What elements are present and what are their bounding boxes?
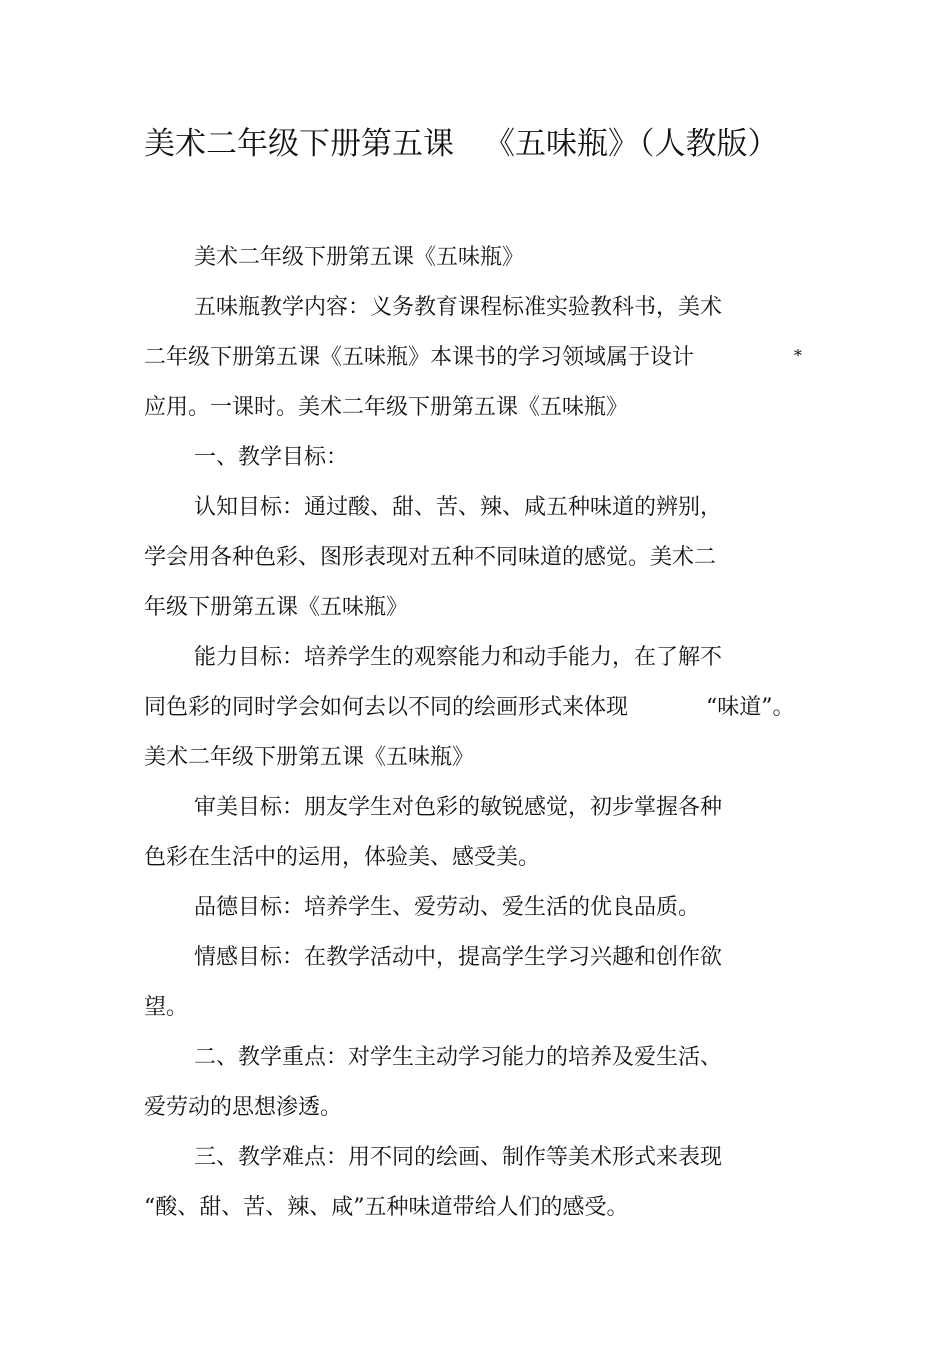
paragraph-line: 年级下册第五课《五味瓶》 [144,595,409,620]
title-book: 《五味瓶》（人教版） [484,126,779,162]
paragraph-line: 能力目标：培养学生的观察能力和动手能力，在了解不 [194,645,723,670]
document-title [144,124,779,164]
paragraph-line: 审美目标：朋友学生对色彩的敏锐感觉，初步掌握各种 [194,795,723,820]
section-heading: 二、教学重点：对学生主动学习能力的培养及爱生活、 [194,1045,723,1070]
paragraph-line: 望。 [144,995,189,1020]
paragraph-line: 五味瓶教学内容：义务教育课程标准实验教科书，美术 [194,295,723,320]
quoted-word: “味道”。 [706,695,795,720]
section-heading: 一、教学目标： [194,445,349,470]
paragraph-line: 美术二年级下册第五课《五味瓶》 [144,745,475,770]
paragraph-line: 品德目标：培养学生、爱劳动、爱生活的优良品质。 [194,895,701,920]
paragraph-line: 认知目标：通过酸、甜、苦、辣、咸五种味道的辨别， [194,495,723,520]
section-heading: 三、教学难点：用不同的绘画、制作等美术形式来表现 [194,1145,723,1170]
paragraph-line: 二年级下册第五课《五味瓶》本课书的学习领域属于设计 [144,345,695,370]
paragraph-line: 应用。一课时。美术二年级下册第五课《五味瓶》 [144,395,629,420]
paragraph-line: 爱劳动的思想渗透。 [144,1095,343,1120]
paragraph-line: “酸、甜、苦、辣、咸”五种味道带给人们的感受。 [144,1195,629,1220]
paragraph-line: 同色彩的同时学会如何去以不同的绘画形式来体现 [144,695,629,720]
paragraph-line: 学会用各种色彩、图形表现对五种不同味道的感觉。美术二 [144,545,717,570]
title-lesson: 美术二年级下册第五课 [144,126,454,162]
paragraph-line: 美术二年级下册第五课《五味瓶》 [194,245,525,270]
paragraph-line: 色彩在生活中的运用，体验美、感受美。 [144,845,541,870]
paragraph-line: 情感目标：在教学活动中，提高学生学习兴趣和创作欲 [194,945,723,970]
asterisk-mark: * [794,346,802,365]
